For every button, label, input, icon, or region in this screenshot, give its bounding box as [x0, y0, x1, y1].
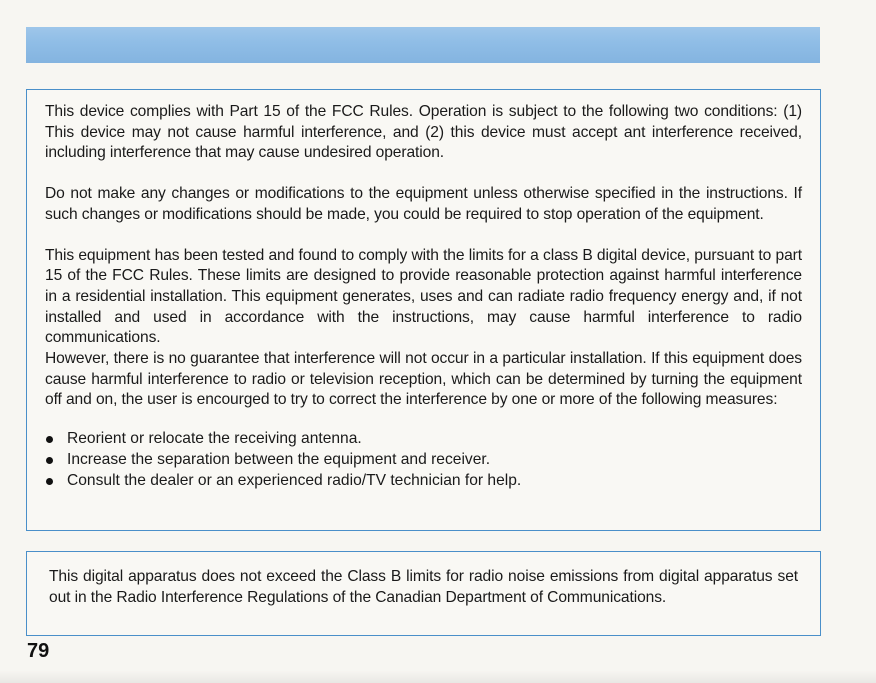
canada-notice-paragraph: This digital apparatus does not exceed the Class B limits for radio noise emissions from digital apparatus set out in the Radio Interference Regulations of the Canadian Department of Communications. [49, 568, 798, 606]
canada-notice-box [26, 551, 821, 636]
corrective-measures-list [45, 429, 802, 491]
modification-warning-paragraph: Do not make any changes or modifications to the equipment unless otherwise specified in the instructions. If such changes or modifications should be made, you could be required to stop operation of the equipment. [45, 185, 802, 223]
interference-guarantee-paragraph: However, there is no guarantee that interference will not occur in a particular installation. If this equipment does cause harmful interference to radio or television reception, which can be determined by turning the equipment off and on, the user is encourged to try to correct the interference by one or more of the following measures: [45, 350, 802, 409]
page-edge-shadow [0, 670, 876, 683]
list-item: Increase the separation between the equipment and receiver. [45, 450, 802, 471]
list-item: Consult the dealer or an experienced radio/TV technician for help. [45, 471, 802, 492]
fcc-compliance-paragraph: This device complies with Part 15 of the FCC Rules. Operation is subject to the following two conditions: (1) This device may not cause harmful interference, and (2) this device must accept ant interference received, including interference that may cause undesired operation. [45, 103, 802, 162]
fcc-notice-box [26, 89, 821, 531]
page-number: 79 [27, 640, 50, 662]
list-item: Reorient or relocate the receiving antenna. [45, 429, 802, 450]
class-b-limits-paragraph: This equipment has been tested and found to comply with the limits for a class B digital device, pursuant to part 15 of the FCC Rules. These limits are designed to provide reasonable protection against harmful interference in a residential installation. This equipment generates, uses and can radiate radio frequency energy and, if not installed and used in accordance with the instructions, may cause harmful interference to radio communications. [45, 246, 802, 347]
header-color-band [26, 27, 820, 63]
